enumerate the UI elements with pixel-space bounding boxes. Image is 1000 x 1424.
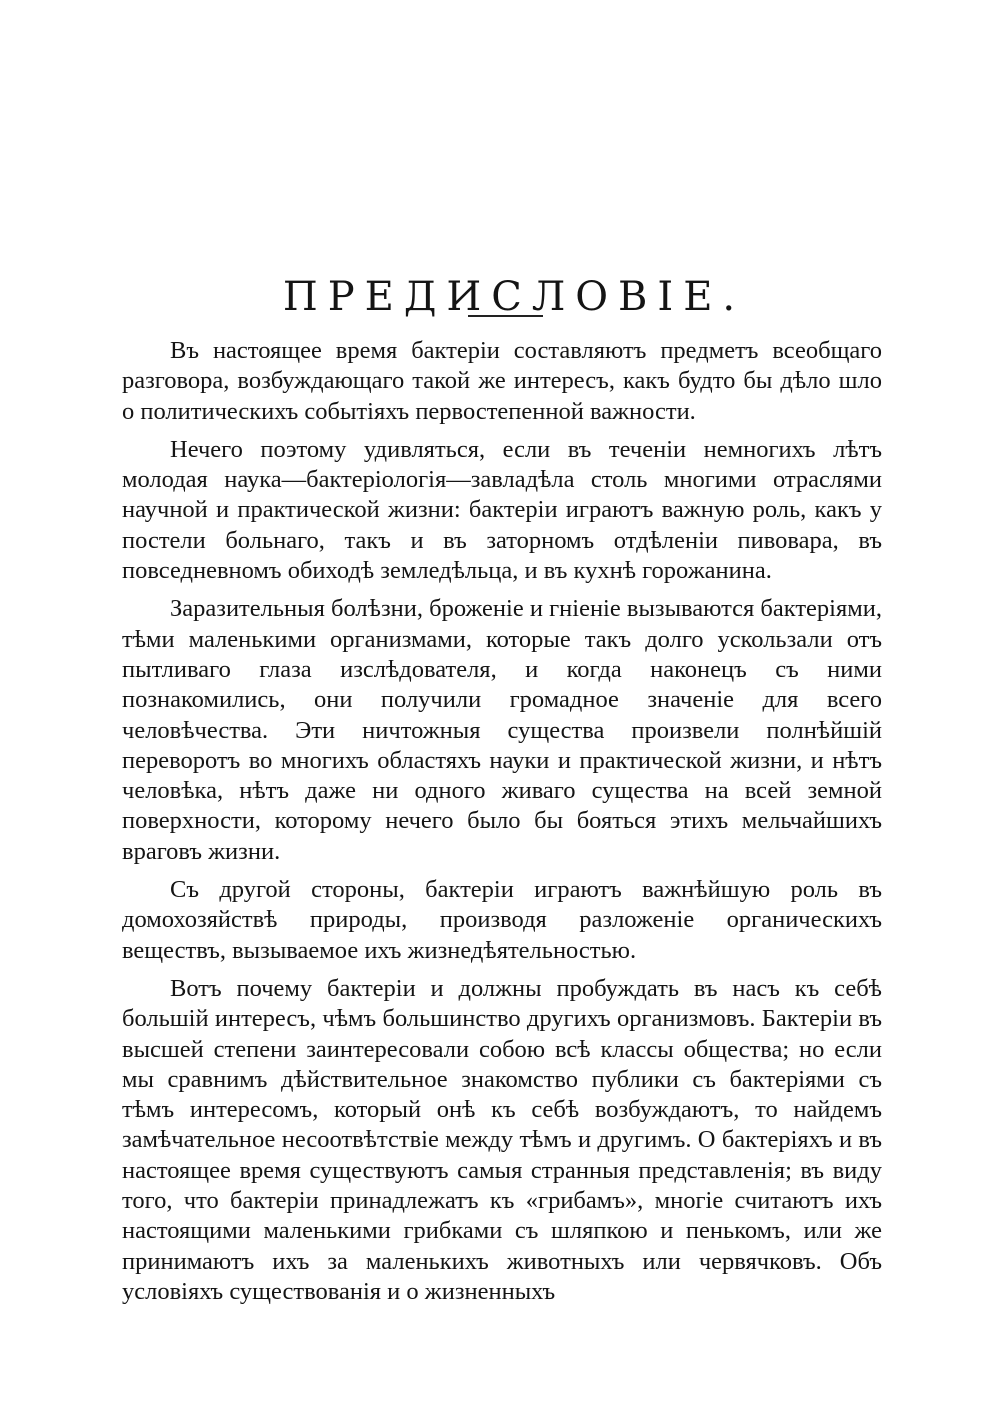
paragraph-3: Заразительныя болѣзни, броженіе и гніеніе вызываются бактеріями, тѣми маленькими организмами, которые такъ долго ускользали отъ пытливаго глаза изслѣдователя, и когда наконецъ съ ними познакомились, они получили громадное значеніе для всего человѣчества. Эти ничтожныя существа произвели полнѣйшій переворотъ во многихъ областяхъ науки и практической жизни, и нѣтъ человѣка, нѣтъ даже ни одного живаго существа на всей земной поверхности, которому нечего было бы бояться этихъ мельчайшихъ враговъ жизни. xyxy=(122,595,882,865)
paragraph-4: Съ другой стороны, бактеріи играютъ важнѣйшую роль въ домохозяйствѣ природы, производя разложеніе органическихъ веществъ, вызываемое ихъ жизнедѣятельностью. xyxy=(122,876,882,964)
paragraph-2: Нечего поэтому удивляться, если въ теченіи немногихъ лѣтъ молодая наука—бактеріологія—завладѣла столь многими отраслями научной и практической жизни: бактеріи играютъ важную роль, какъ у постели больнаго, такъ и въ заторномъ отдѣленіи пивовара, въ повседневномъ обиходѣ земледѣльца, и въ кухнѣ горожанина. xyxy=(122,435,882,585)
paragraph-5: Вотъ почему бактеріи и должны пробуждать въ насъ къ себѣ большій интересъ, чѣмъ большинство другихъ организмовъ. Бактеріи въ высшей степени заинтересовали собою всѣ классы общества; но если мы сравнимъ дѣйствительное знакомство публики съ бактеріями съ тѣмъ интересомъ, который онѣ къ себѣ возбуждаютъ, то найдемъ замѣчательное несоотвѣтствіе между тѣмъ и другимъ. О бактеріяхъ и въ настоящее время существуютъ самыя странныя представленія; въ виду того, что бактеріи принадлежатъ къ «грибамъ», многіе считаютъ ихъ настоящими маленькими грибками съ шляпкою и пенькомъ, или же принимаютъ ихъ за маленькихъ животныхъ или червячковъ. Объ условіяхъ существованія и о жизненныхъ xyxy=(122,974,882,1305)
title-divider xyxy=(468,315,543,317)
page-title: ПРЕДИСЛОВІЕ. xyxy=(282,273,746,320)
preface-body xyxy=(122,336,882,1307)
paragraph-1: Въ настоящее время бактеріи составляютъ предметъ всеобщаго разговора, возбуждающаго такой же интересъ, какъ будто бы дѣло шло о политическихъ событіяхъ первостепенной важности. xyxy=(122,337,882,425)
